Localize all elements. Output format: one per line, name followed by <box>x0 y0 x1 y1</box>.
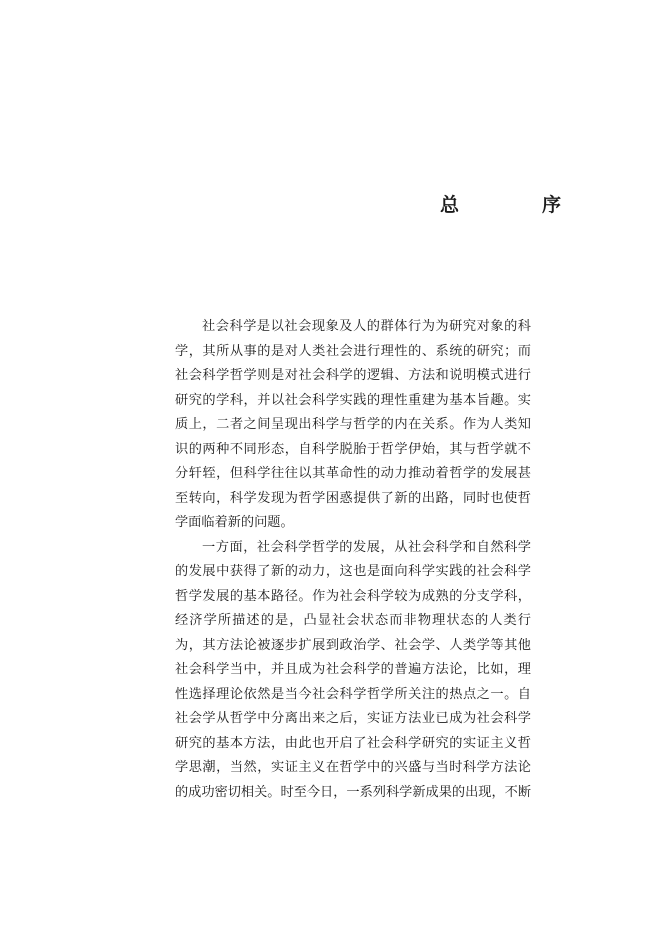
text-line: 质上，二者之间呈现出科学与哲学的内在关系。作为人类知 <box>175 417 531 432</box>
text-line: 社会科学哲学则是对社会科学的逻辑、方法和说明模式进行 <box>175 368 531 383</box>
text-line: 的成功密切相关。时至今日，一系列科学新成果的出现，不断 <box>175 784 531 800</box>
page-title: 总 序 <box>440 194 594 216</box>
text-line: 学，其所从事的是对人类社会进行理性的、系统的研究；而 <box>175 343 531 359</box>
paragraph-1 <box>175 315 531 536</box>
text-line: 研究的基本方法，由此也开启了社会科学研究的实证主义哲 <box>175 735 531 751</box>
text-line: 哲学发展的基本路径。作为社会科学较为成熟的分支学科， <box>175 588 531 604</box>
text-line: 社会学从哲学中分离出来之后，实证方法业已成为社会科学 <box>175 711 531 726</box>
paragraph-2 <box>175 536 531 806</box>
text-line: 社会科学当中，并且成为社会科学的普遍方法论，比如，理 <box>175 662 531 677</box>
text-line: 识的两种不同形态，自科学脱胎于哲学伊始，其与哲学就不 <box>175 441 531 457</box>
text-line: 研究的学科，并以社会科学实践的理性重建为基本旨趣。实 <box>175 392 531 408</box>
text-line: 至转向，科学发现为哲学困惑提供了新的出路，同时也使哲 <box>175 490 531 506</box>
text-line: 分轩轾，但科学往往以其革命性的动力推动着哲学的发展甚 <box>175 466 531 481</box>
text-line: 学面临着新的问题。 <box>175 515 294 530</box>
text-line: 为，其方法论被逐步扩展到政治学、社会学、人类学等其他 <box>175 637 531 653</box>
text-line: 学思潮，当然，实证主义在哲学中的兴盛与当时科学方法论 <box>175 760 531 775</box>
text-line: 社会科学是以社会现象及人的群体行为为研究对象的科 <box>202 319 531 334</box>
text-line: 一方面，社会科学哲学的发展，从社会科学和自然科学 <box>202 539 531 555</box>
body-text <box>175 315 531 805</box>
text-line: 经济学所描述的是，凸显社会状态而非物理状态的人类行 <box>175 613 531 628</box>
text-line: 的发展中获得了新的动力，这也是面向科学实践的社会科学 <box>175 564 531 579</box>
text-line: 性选择理论依然是当今社会科学哲学所关注的热点之一。自 <box>175 686 531 702</box>
